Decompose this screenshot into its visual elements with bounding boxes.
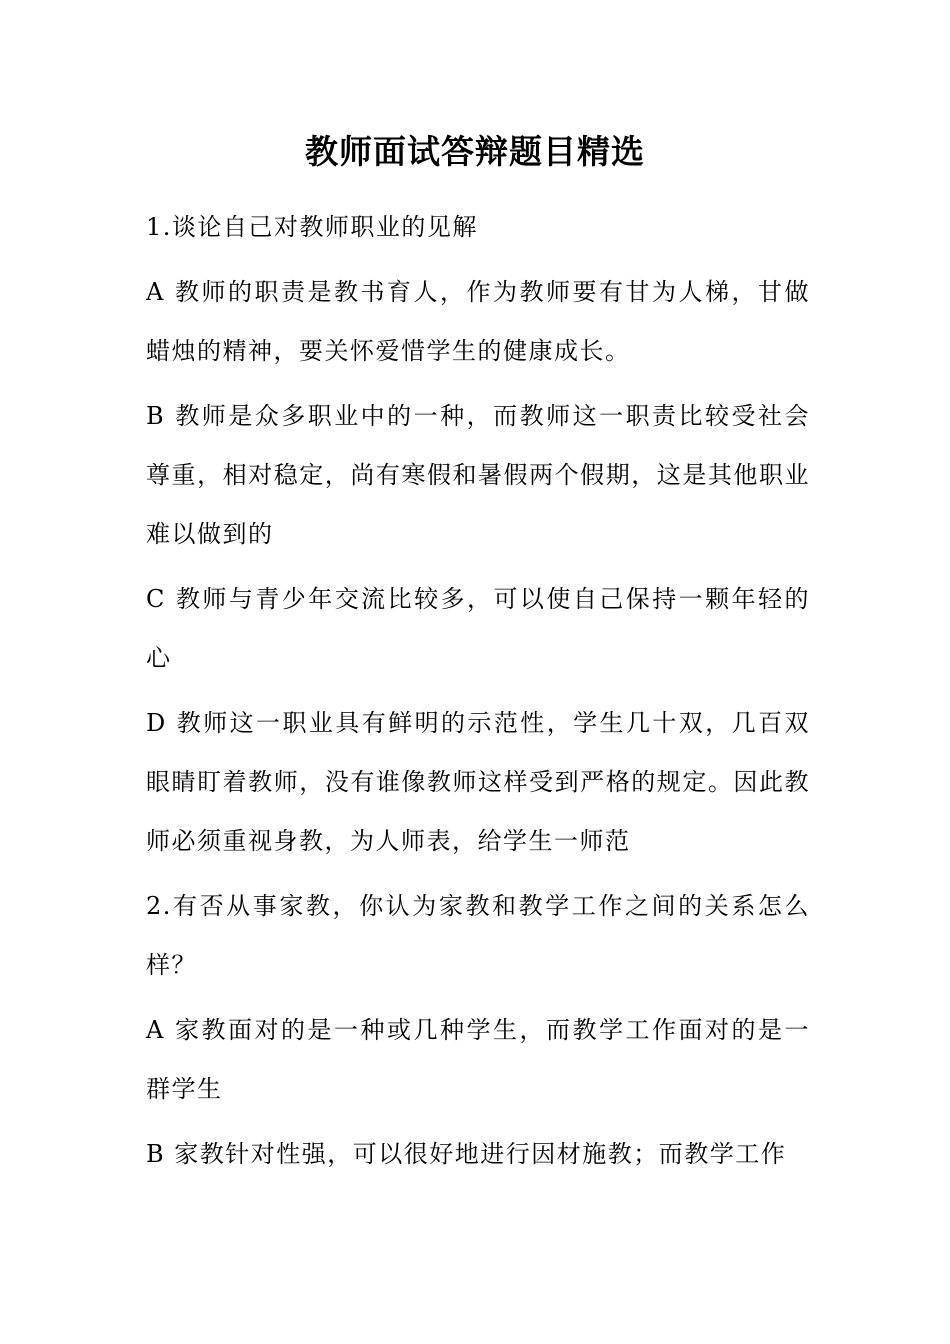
paragraph-answer-1c: C 教师与青少年交流比较多，可以使自己保持一颗年轻的心 (146, 585, 810, 672)
paragraph-answer-2b: B 家教针对性强，可以很好地进行因材施教；而教学工作 (146, 1140, 787, 1168)
paragraph-answer-1d: D 教师这一职业具有鲜明的示范性，学生几十双，几百双眼睛盯着教师，没有谁像教师这样受到严格的规定。因此教师必须重视身教，为人师表，给学生一师范 (146, 709, 810, 855)
paragraph-answer-1a: A 教师的职责是教书育人，作为教师要有甘为人梯，甘做蜡烛的精神，要关怀爱惜学生的健康成长。 (146, 278, 810, 365)
document-title: 教师面试答辩题目精选 (305, 132, 645, 171)
paragraph-question-1: 1.谈论自己对教师职业的见解 (146, 213, 478, 241)
paragraph-answer-2a: A 家教面对的是一种或几种学生，而教学工作面对的是一群学生 (146, 1016, 810, 1103)
paragraph-answer-1b: B 教师是众多职业中的一种，而教师这一职责比较受社会尊重，相对稳定，尚有寒假和暑假两个假期，这是其他职业难以做到的 (146, 402, 810, 548)
paragraph-question-2: 2.有否从事家教，你认为家教和教学工作之间的关系怎么样？ (146, 892, 810, 979)
document-body (146, 198, 810, 1190)
